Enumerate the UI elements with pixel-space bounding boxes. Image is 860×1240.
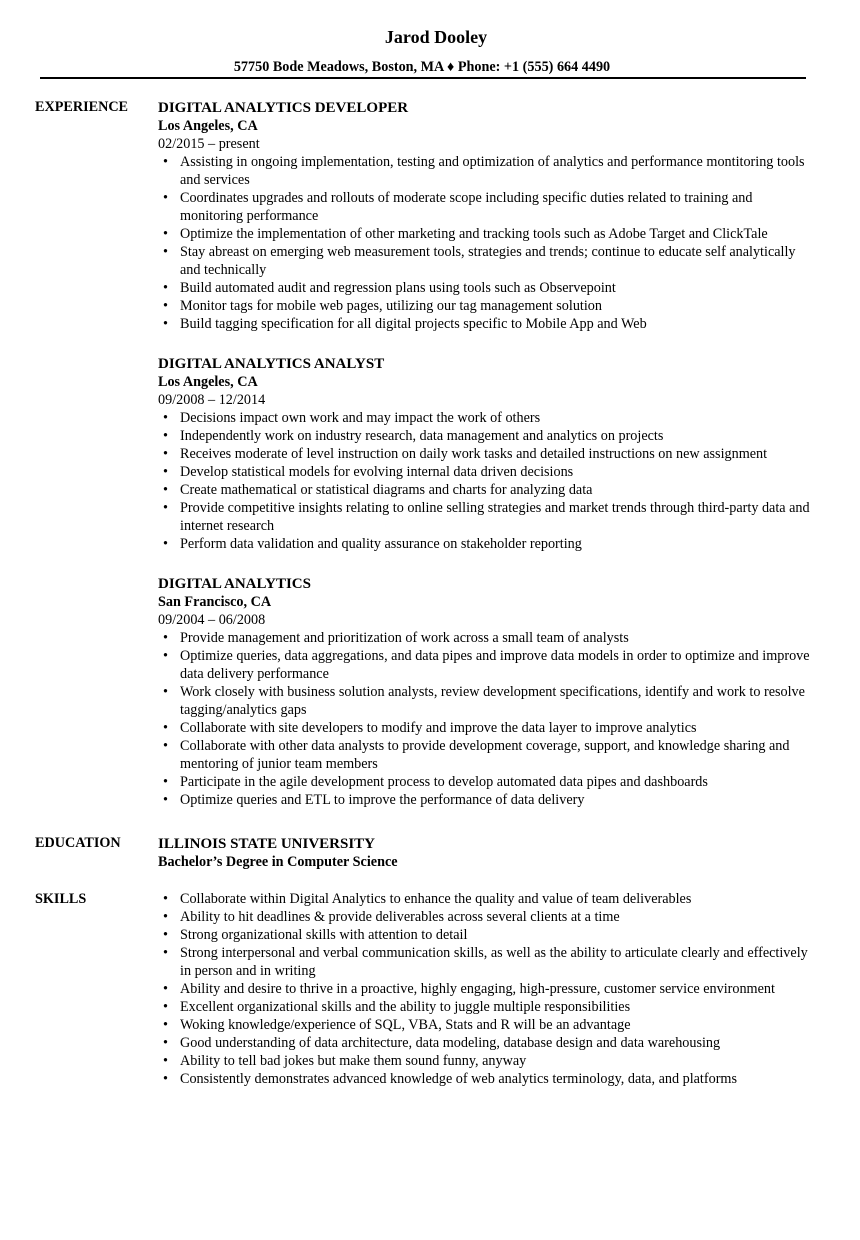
bullet-icon: •	[163, 280, 168, 296]
bullet-icon: •	[163, 244, 168, 260]
list-item: • Consistently demonstrates advanced knowledge of web analytics terminology, data, and platforms	[163, 1071, 737, 1087]
bullet-icon: •	[163, 428, 168, 444]
bullet-icon: •	[163, 909, 168, 925]
bullet-icon: •	[163, 630, 168, 646]
list-item: • Strong interpersonal and verbal communication skills, as well as the ability to articulate clearly and effectively in person and in writing	[163, 945, 808, 979]
bullet-icon: •	[163, 226, 168, 242]
bullet-icon: •	[163, 1071, 168, 1087]
degree: Bachelor’s Degree in Computer Science	[158, 854, 398, 870]
skills-entry	[158, 890, 818, 1088]
list-item: • Independently work on industry research, data management and analytics on projects	[163, 428, 664, 444]
job-entry	[158, 575, 818, 809]
job-location: Los Angeles, CA	[158, 118, 258, 134]
bullet-icon: •	[163, 316, 168, 332]
job-title: DIGITAL ANALYTICS	[158, 576, 311, 592]
list-item: • Woking knowledge/experience of SQL, VBA, Stats and R will be an advantage	[163, 1017, 631, 1033]
list-item: • Build tagging specification for all digital projects specific to Mobile App and Web	[163, 316, 647, 332]
job-bullet-list	[158, 409, 818, 553]
section-label-experience: EXPERIENCE	[35, 99, 129, 115]
list-item: • Build automated audit and regression plans using tools such as Observepoint	[163, 280, 616, 296]
job-dates: 02/2015 – present	[158, 136, 260, 152]
bullet-icon: •	[163, 981, 168, 997]
job-location: Los Angeles, CA	[158, 374, 258, 390]
job-location: San Francisco, CA	[158, 594, 272, 610]
list-item: • Optimize the implementation of other marketing and tracking tools such as Adobe Target and ClickTale	[163, 226, 768, 242]
bullet-icon: •	[163, 410, 168, 426]
bullet-icon: •	[163, 648, 168, 664]
bullet-icon: •	[163, 891, 168, 907]
list-item: • Excellent organizational skills and the ability to juggle multiple responsibilities	[163, 999, 631, 1015]
bullet-icon: •	[163, 945, 168, 961]
list-item: • Participate in the agile development process to develop automated data pipes and dashboards	[163, 774, 708, 790]
bullet-icon: •	[163, 536, 168, 552]
bullet-icon: •	[163, 1053, 168, 1069]
contact-line: 57750 Bode Meadows, Boston, MA ♦ Phone: +1 (555) 664 4490	[233, 59, 611, 75]
list-item: • Develop statistical models for evolving internal data driven decisions	[163, 464, 574, 480]
list-item: • Provide management and prioritization of work across a small team of analysts	[163, 630, 629, 646]
bullet-icon: •	[163, 792, 168, 808]
bullet-icon: •	[163, 684, 168, 700]
list-item: • Create mathematical or statistical diagrams and charts for analyzing data	[163, 482, 593, 498]
list-item: • Stay abreast on emerging web measurement tools, strategies and trends; continue to educate self analytically and technically	[163, 244, 796, 278]
bullet-icon: •	[163, 720, 168, 736]
bullet-icon: •	[163, 500, 168, 516]
list-item: • Collaborate with site developers to modify and improve the data layer to improve analytics	[163, 720, 697, 736]
bullet-icon: •	[163, 774, 168, 790]
education-entry	[158, 835, 818, 871]
job-bullet-list	[158, 629, 818, 809]
list-item: • Ability to tell bad jokes but make them sound funny, anyway	[163, 1053, 527, 1069]
job-title: DIGITAL ANALYTICS DEVELOPER	[158, 100, 409, 116]
bullet-icon: •	[163, 1017, 168, 1033]
list-item: • Strong organizational skills with attention to detail	[163, 927, 468, 943]
bullet-icon: •	[163, 154, 168, 170]
bullet-icon: •	[163, 999, 168, 1015]
list-item: • Good understanding of data architecture, data modeling, database design and data warehousing	[163, 1035, 721, 1051]
list-item: • Perform data validation and quality assurance on stakeholder reporting	[163, 536, 582, 552]
bullet-icon: •	[163, 738, 168, 754]
list-item: • Optimize queries, data aggregations, and data pipes and improve data models in order to optimize and improve data delivery performance	[163, 648, 810, 682]
bullet-icon: •	[163, 464, 168, 480]
bullet-icon: •	[163, 482, 168, 498]
list-item: • Monitor tags for mobile web pages, utilizing our tag management solution	[163, 298, 602, 314]
list-item: • Coordinates upgrades and rollouts of moderate scope including specific duties related to training and monitoring performance	[163, 190, 753, 224]
job-bullet-list	[158, 153, 818, 333]
list-item: • Collaborate with other data analysts to provide development coverage, support, and knowledge sharing and mentoring of junior team members	[163, 738, 790, 772]
school-name: ILLINOIS STATE UNIVERSITY	[158, 836, 376, 852]
bullet-icon: •	[163, 298, 168, 314]
list-item: • Assisting in ongoing implementation, testing and optimization of analytics and performance montitoring tools and services	[163, 154, 805, 188]
candidate-name: Jarod Dooley	[384, 27, 488, 47]
bullet-icon: •	[163, 446, 168, 462]
job-title: DIGITAL ANALYTICS ANALYST	[158, 356, 385, 372]
list-item: • Ability and desire to thrive in a proactive, highly engaging, high-pressure, customer service environment	[163, 981, 775, 997]
list-item: • Decisions impact own work and may impact the work of others	[163, 410, 541, 426]
list-item: • Ability to hit deadlines & provide deliverables across several clients at a time	[163, 909, 620, 925]
bullet-icon: •	[163, 190, 168, 206]
list-item: • Receives moderate of level instruction on daily work tasks and detailed instructions on new assignment	[163, 446, 768, 462]
job-entry	[158, 99, 818, 333]
job-entry	[158, 355, 818, 553]
list-item: • Collaborate within Digital Analytics to enhance the quality and value of team deliverables	[163, 891, 692, 907]
job-dates: 09/2004 – 06/2008	[158, 612, 266, 628]
list-item: • Provide competitive insights relating to online selling strategies and market trends through third-party data and internet research	[163, 500, 810, 534]
skills-list	[158, 890, 818, 1088]
list-item: • Optimize queries and ETL to improve the performance of data delivery	[163, 792, 585, 808]
bullet-icon: •	[163, 1035, 168, 1051]
header-divider	[40, 77, 806, 79]
bullet-icon: •	[163, 927, 168, 943]
section-label-education: EDUCATION	[35, 835, 121, 851]
section-label-skills: SKILLS	[35, 891, 87, 907]
job-dates: 09/2008 – 12/2014	[158, 392, 266, 408]
list-item: • Work closely with business solution analysts, review development specifications, identify and work to resolve tagging/analytics gaps	[163, 684, 805, 718]
